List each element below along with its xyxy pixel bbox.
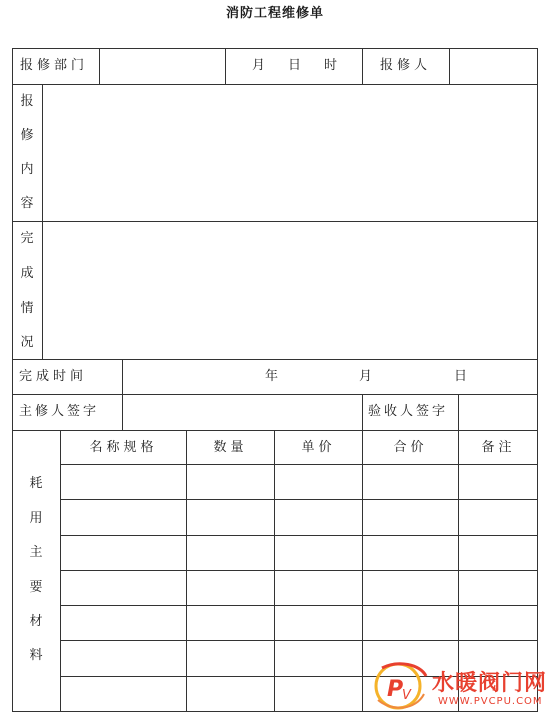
completion-label-char: 况 xyxy=(20,335,34,350)
row-divider xyxy=(60,499,538,500)
materials-side-label-char: 材 xyxy=(29,614,43,629)
reporter-label: 报修人 xyxy=(380,58,432,73)
day-label: 日 xyxy=(288,58,306,73)
row-divider xyxy=(60,640,538,641)
inspector-signature-field[interactable] xyxy=(459,395,536,429)
materials-side-label-char: 耗 xyxy=(29,476,43,491)
repair-content-field[interactable] xyxy=(43,85,536,220)
dept-field[interactable] xyxy=(100,49,224,83)
repairer-signature-field[interactable] xyxy=(123,395,361,429)
completion-label-char: 情 xyxy=(20,301,34,316)
materials-side-label-char: 主 xyxy=(29,545,43,560)
repair-content-label-char: 容 xyxy=(20,196,34,211)
repair-content-label-char: 修 xyxy=(20,128,34,143)
materials-header-remarks: 备注 xyxy=(481,440,516,455)
year-label: 年 xyxy=(265,369,283,384)
form-title: 消防工程维修单 xyxy=(225,6,324,21)
repair-form xyxy=(12,48,538,712)
day-label: 日 xyxy=(454,369,472,384)
col-divider xyxy=(274,430,275,712)
col-divider xyxy=(362,394,363,430)
repair-content-label-char: 报 xyxy=(20,94,34,109)
completion-field[interactable] xyxy=(43,222,536,358)
materials-side-label-char: 要 xyxy=(29,580,43,595)
svg-text:V: V xyxy=(402,688,411,703)
materials-header-name: 名称规格 xyxy=(89,440,158,455)
materials-header-total-price: 合价 xyxy=(393,440,428,455)
repairer-signature-label: 主修人签字 xyxy=(19,404,100,419)
materials-header-quantity: 数量 xyxy=(213,440,248,455)
site-watermark xyxy=(368,656,548,712)
row-divider xyxy=(12,430,538,431)
col-divider xyxy=(225,48,226,84)
month-label: 月 xyxy=(359,369,377,384)
row-divider xyxy=(60,605,538,606)
dept-label: 报修部门 xyxy=(20,58,89,73)
reporter-field[interactable] xyxy=(450,49,536,83)
completion-time-field[interactable] xyxy=(123,360,536,393)
month-label: 月 xyxy=(252,58,270,73)
materials-header-unit-price: 单价 xyxy=(301,440,336,455)
completion-time-label: 完成时间 xyxy=(19,369,88,384)
col-divider xyxy=(362,430,363,712)
inspector-signature-label: 验收人签字 xyxy=(368,404,449,419)
row-divider xyxy=(60,535,538,536)
row-divider xyxy=(60,464,538,465)
materials-side-label-char: 用 xyxy=(29,511,43,526)
col-divider xyxy=(60,430,61,712)
hour-label: 时 xyxy=(324,58,342,73)
row-divider xyxy=(60,570,538,571)
watermark-text: 水暖阀门网 xyxy=(432,671,548,696)
watermark-url: WWW.PVCPU.COM xyxy=(438,696,543,707)
col-divider xyxy=(186,430,187,712)
materials-side-label-char: 料 xyxy=(29,648,43,663)
col-divider xyxy=(362,48,363,84)
repair-content-label-char: 内 xyxy=(20,162,34,177)
svg-text:P: P xyxy=(387,677,404,702)
completion-label-char: 成 xyxy=(20,266,34,281)
completion-label-char: 完 xyxy=(20,231,34,246)
pv-logo-icon xyxy=(368,656,432,712)
